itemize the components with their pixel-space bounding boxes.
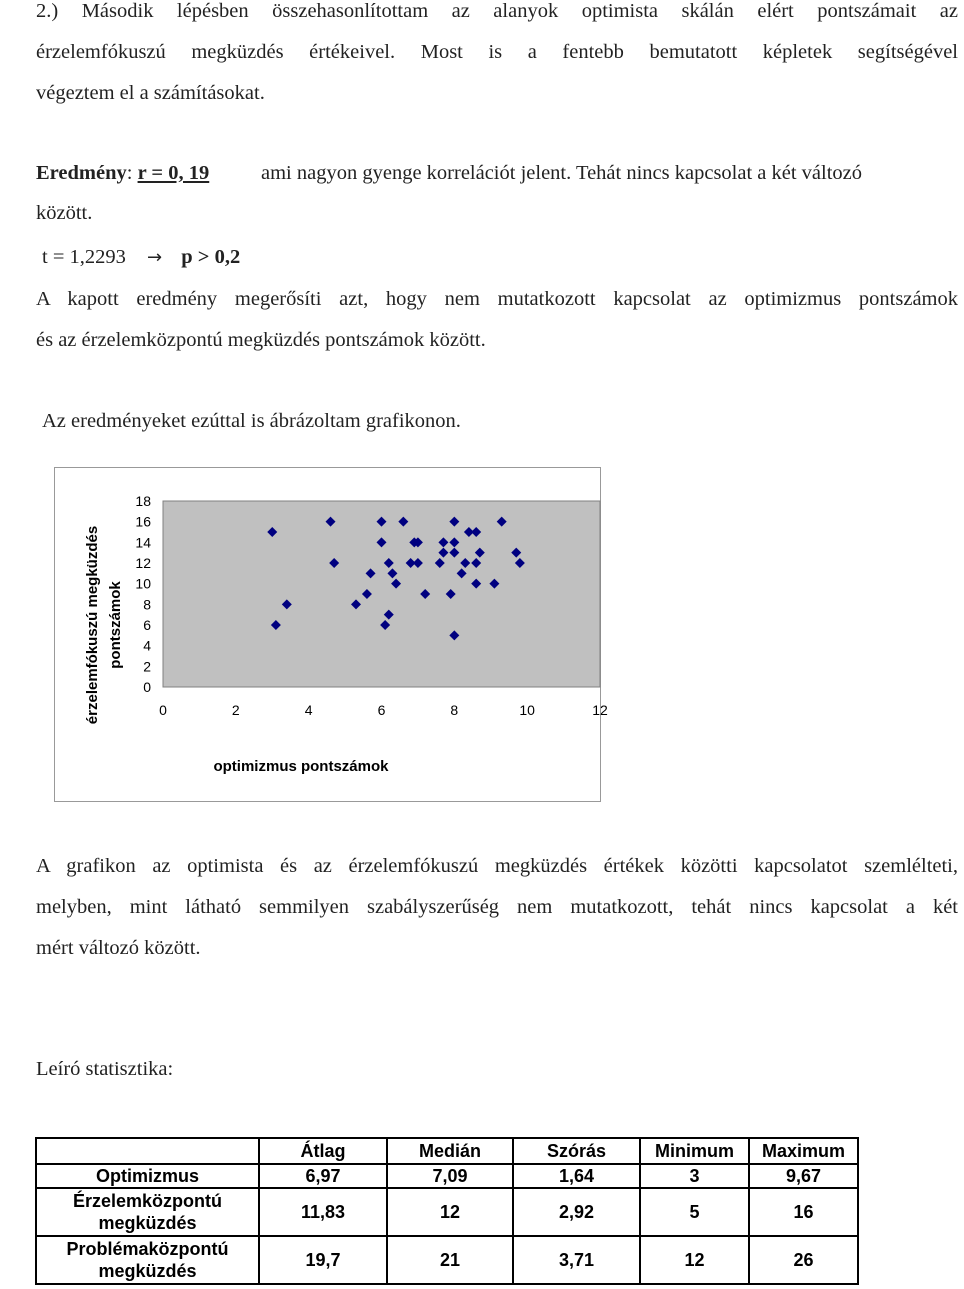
y-tick-label: 12 bbox=[135, 555, 151, 571]
result-label: Eredmény bbox=[36, 162, 127, 184]
y-axis-label-line-1: érzelemfókuszú megküzdés bbox=[84, 525, 101, 725]
table-cell: 21 bbox=[387, 1236, 513, 1284]
row-label-line: Érzelemközpontú bbox=[72, 1191, 223, 1211]
table-cell: 2,92 bbox=[513, 1188, 640, 1236]
confirm-line-1: A kapott eredmény megerősíti azt, hogy nem mutatkozott kapcsolat az optimizmus pontszámok bbox=[36, 288, 958, 310]
y-axis-label-line-2: pontszámok bbox=[107, 581, 124, 669]
chart-intro: Az eredményeket ezúttal is ábrázoltam grafikonon. bbox=[42, 410, 461, 432]
table-cell: 19,7 bbox=[259, 1236, 387, 1284]
stats-title: Leíró statisztika: bbox=[36, 1058, 174, 1080]
table-header-row bbox=[36, 1138, 858, 1164]
table-cell: 7,09 bbox=[387, 1164, 513, 1188]
table-cell: 16 bbox=[749, 1188, 858, 1236]
intro-line-1: 2.) Második lépésben összehasonlítottam az alanyok optimista skálán elért pontszámait az bbox=[36, 0, 958, 22]
row-label-line: megküzdés bbox=[98, 1261, 197, 1281]
table-header-cell: Maximum bbox=[749, 1138, 858, 1164]
x-tick-label: 2 bbox=[231, 702, 240, 718]
table-row bbox=[36, 1188, 858, 1236]
x-tick-label: 0 bbox=[159, 702, 167, 718]
x-tick-label: 8 bbox=[450, 702, 459, 718]
x-axis-label: optimizmus pontszámok bbox=[213, 758, 389, 775]
ttest-line bbox=[42, 237, 964, 278]
scatter-chart bbox=[54, 467, 608, 803]
row-label bbox=[36, 1188, 259, 1236]
table-row bbox=[36, 1164, 858, 1188]
comment-line-3: mért változó között. bbox=[36, 937, 201, 959]
table-cell: 1,64 bbox=[513, 1164, 640, 1188]
table-cell: 26 bbox=[749, 1236, 858, 1284]
table-header-cell: Minimum bbox=[640, 1138, 749, 1164]
y-tick-label: 6 bbox=[143, 617, 151, 633]
y-tick-label: 16 bbox=[135, 513, 151, 530]
x-tick-label: 10 bbox=[519, 702, 535, 718]
x-tick-label: 6 bbox=[377, 702, 386, 718]
correlation-value: r = 0, 19 bbox=[137, 162, 210, 184]
plot-area bbox=[163, 501, 600, 687]
y-tick-label: 8 bbox=[143, 596, 151, 613]
table-cell: 9,67 bbox=[749, 1164, 858, 1188]
table-header-cell: Átlag bbox=[259, 1138, 387, 1164]
arrow-right-icon: → bbox=[147, 247, 163, 268]
plot-background bbox=[163, 501, 600, 687]
y-tick-label: 0 bbox=[143, 679, 151, 695]
table-cell: 3 bbox=[640, 1164, 749, 1188]
t-value: t = 1,2293 bbox=[42, 246, 126, 268]
comment-line-2: melyben, mint látható semmilyen szabályszerűség nem mutatkozott, tehát nincs kapcsolat a két bbox=[36, 896, 958, 918]
table-row bbox=[36, 1236, 858, 1284]
table-cell: 12 bbox=[387, 1188, 513, 1236]
table-header-cell: Medián bbox=[387, 1138, 513, 1164]
table-cell: 12 bbox=[640, 1236, 749, 1284]
stats-table bbox=[35, 1137, 859, 1285]
y-tick-label: 2 bbox=[143, 658, 151, 675]
y-tick-label: 14 bbox=[135, 534, 151, 551]
table-header-cell bbox=[36, 1138, 259, 1164]
result-tail: között. bbox=[36, 202, 93, 224]
result-text: ami nagyon gyenge korrelációt jelent. Tehát nincs kapcsolat a két változó bbox=[261, 162, 863, 184]
intro-line-3: végeztem el a számításokat. bbox=[36, 82, 265, 104]
confirm-line-2: és az érzelemközpontú megküzdés pontszámok között. bbox=[36, 329, 486, 351]
p-value: p > 0,2 bbox=[181, 246, 241, 268]
table-cell: 3,71 bbox=[513, 1236, 640, 1284]
row-label-line: Problémaközpontú bbox=[66, 1239, 229, 1259]
x-tick-label: 12 bbox=[592, 702, 608, 718]
table-cell: 6,97 bbox=[259, 1164, 387, 1188]
row-label bbox=[36, 1236, 259, 1284]
comment-line-1: A grafikon az optimista és az érzelemfókuszú megküzdés értékek közötti kapcsolatot szemlélteti, bbox=[36, 855, 958, 877]
row-label: Optimizmus bbox=[36, 1164, 259, 1188]
result-separator: : bbox=[126, 162, 138, 184]
result-line bbox=[36, 153, 958, 194]
x-tick-label: 4 bbox=[304, 702, 313, 718]
row-label-line: megküzdés bbox=[98, 1213, 197, 1233]
y-tick-label: 18 bbox=[135, 493, 151, 509]
table-cell: 11,83 bbox=[259, 1188, 387, 1236]
table-header-cell: Szórás bbox=[513, 1138, 640, 1164]
y-tick-label: 4 bbox=[143, 637, 151, 654]
intro-line-2: érzelemfókuszú megküzdés értékeivel. Most is a fentebb bemutatott képletek segítségével bbox=[36, 41, 958, 63]
table-cell: 5 bbox=[640, 1188, 749, 1236]
y-tick-label: 10 bbox=[135, 575, 151, 592]
